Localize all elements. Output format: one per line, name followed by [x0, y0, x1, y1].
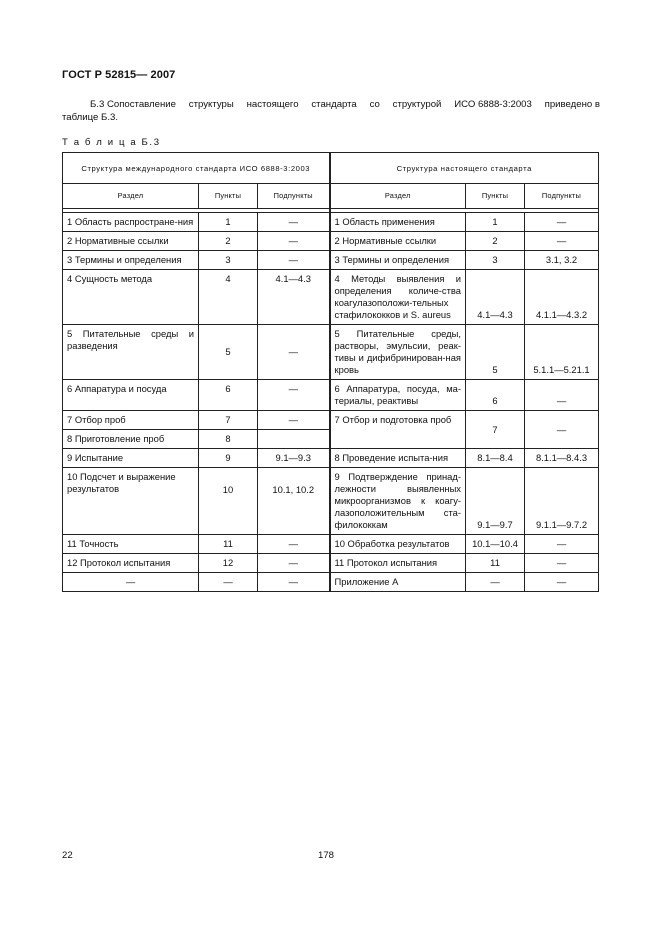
document-header: ГОСТ Р 52815— 2007: [62, 69, 176, 81]
nat-subclauses-cell: 4.1.1—4.3.2: [525, 270, 599, 325]
int-section-cell: 6 Аппаратура и посуда: [63, 380, 199, 411]
nat-section-cell: 9 Подтверждение принад-лежности выявленных микроорганизмов к коагу-лазоположительным ста-филококкам: [330, 468, 466, 535]
nat-section-cell: 3 Термины и определения: [330, 251, 466, 270]
int-section-cell: 4 Сущность метода: [63, 270, 199, 325]
nat-clauses-cell: 3: [466, 251, 525, 270]
group-header-national: Структура настоящего стандарта: [330, 153, 599, 184]
int-section-cell: 9 Испытание: [63, 449, 199, 468]
int-subclauses-cell: —: [258, 251, 330, 270]
col-header-int-section: Раздел: [63, 184, 199, 209]
int-subclauses-cell: [258, 430, 330, 449]
int-subclauses-cell: 9.1—9.3: [258, 449, 330, 468]
int-subclauses-cell: —: [258, 535, 330, 554]
nat-clauses-cell: 8.1—8.4: [466, 449, 525, 468]
table-row: [63, 449, 599, 468]
int-clauses-cell: 11: [199, 535, 258, 554]
int-section-cell: —: [63, 573, 199, 592]
int-clauses-cell: 1: [199, 213, 258, 232]
nat-subclauses-cell: 3.1, 3.2: [525, 251, 599, 270]
int-subclauses-cell: 10.1, 10.2: [258, 468, 330, 535]
table-row: [63, 468, 599, 535]
col-header-nat-clauses: Пункты: [466, 184, 525, 209]
int-subclauses-cell: —: [258, 325, 330, 380]
nat-subclauses-cell: —: [525, 573, 599, 592]
intro-paragraph: [62, 98, 600, 124]
intro-line-2: таблице Б.3.: [62, 112, 118, 123]
int-clauses-cell: 2: [199, 232, 258, 251]
int-clauses-cell: 4: [199, 270, 258, 325]
nat-section-cell: 1 Область применения: [330, 213, 466, 232]
nat-clauses-cell: 9.1—9.7: [466, 468, 525, 535]
int-section-cell: 12 Протокол испытания: [63, 554, 199, 573]
nat-subclauses-cell: —: [525, 213, 599, 232]
intro-line-1: [62, 98, 600, 111]
int-section-cell: 10 Подсчет и выражение результатов: [63, 468, 199, 535]
group-header-international: Структура международного стандарта ИСО 6888-3:2003: [63, 153, 330, 184]
int-subclauses-cell: —: [258, 554, 330, 573]
intro-word: структуры: [188, 99, 234, 110]
int-clauses-cell: 5: [199, 325, 258, 380]
int-section-cell: 7 Отбор проб: [63, 411, 199, 430]
col-header-int-subclauses: Подпункты: [258, 184, 330, 209]
nat-subclauses-cell: —: [525, 411, 599, 449]
nat-subclauses-cell: 9.1.1—9.7.2: [525, 468, 599, 535]
nat-subclauses-cell: 8.1.1—8.4.3: [525, 449, 599, 468]
nat-clauses-cell: 11: [466, 554, 525, 573]
col-header-nat-section: Раздел: [330, 184, 466, 209]
page-number-center: 178: [318, 850, 335, 861]
table-row: [63, 251, 599, 270]
table-caption: Т а б л и ц а Б.3: [62, 137, 161, 148]
table-row: [63, 270, 599, 325]
table-row: [63, 325, 599, 380]
int-clauses-cell: 10: [199, 468, 258, 535]
int-subclauses-cell: —: [258, 411, 330, 430]
table-row: [63, 535, 599, 554]
page-number-left: 22: [62, 850, 73, 861]
nat-clauses-cell: 10.1—10.4: [466, 535, 525, 554]
table-row: [63, 554, 599, 573]
nat-section-cell: 6 Аппаратура, посуда, ма-териалы, реактивы: [330, 380, 466, 411]
nat-section-cell: 5 Питательные среды, растворы, эмульсии, реак-тивы и дифибринирован-ная кровь: [330, 325, 466, 380]
col-header-int-clauses: Пункты: [199, 184, 258, 209]
intro-word: приведено в: [544, 99, 600, 110]
int-section-cell: 11 Точность: [63, 535, 199, 554]
nat-clauses-cell: —: [466, 573, 525, 592]
nat-section-cell: 10 Обработка результатов: [330, 535, 466, 554]
intro-word: Б.3 Сопоставление: [90, 99, 176, 110]
int-subclauses-cell: 4.1—4.3: [258, 270, 330, 325]
int-subclauses-cell: —: [258, 213, 330, 232]
nat-section-cell: 4 Методы выявления и определения количе-ства коагулазоположи-тельных стафилококков и S. aureus: [330, 270, 466, 325]
int-clauses-cell: —: [199, 573, 258, 592]
int-subclauses-cell: —: [258, 573, 330, 592]
int-subclauses-cell: —: [258, 232, 330, 251]
int-clauses-cell: 8: [199, 430, 258, 449]
comparison-table: [62, 152, 599, 592]
intro-word: ИСО 6888-3:2003: [454, 99, 532, 110]
int-section-cell: 8 Приготовление проб: [63, 430, 199, 449]
table-row: [63, 573, 599, 592]
col-header-nat-subclauses: Подпункты: [525, 184, 599, 209]
int-section-cell: 2 Нормативные ссылки: [63, 232, 199, 251]
nat-clauses-cell: 7: [466, 411, 525, 449]
nat-clauses-cell: 2: [466, 232, 525, 251]
table-row: [63, 411, 599, 430]
nat-clauses-cell: 1: [466, 213, 525, 232]
intro-word: структурой: [392, 99, 442, 110]
nat-subclauses-cell: —: [525, 380, 599, 411]
nat-clauses-cell: 6: [466, 380, 525, 411]
nat-clauses-cell: 5: [466, 325, 525, 380]
nat-subclauses-cell: 5.1.1—5.21.1: [525, 325, 599, 380]
nat-subclauses-cell: —: [525, 232, 599, 251]
nat-section-cell: Приложение А: [330, 573, 466, 592]
intro-word: стандарта: [311, 99, 357, 110]
int-clauses-cell: 12: [199, 554, 258, 573]
int-section-cell: 3 Термины и определения: [63, 251, 199, 270]
int-section-cell: 1 Область распростране-ния: [63, 213, 199, 232]
table-row: [63, 380, 599, 411]
nat-section-cell: 7 Отбор и подготовка проб: [330, 411, 466, 449]
int-subclauses-cell: —: [258, 380, 330, 411]
nat-section-cell: 11 Протокол испытания: [330, 554, 466, 573]
nat-section-cell: 2 Нормативные ссылки: [330, 232, 466, 251]
nat-section-cell: 8 Проведение испыта-ния: [330, 449, 466, 468]
table-row: [63, 232, 599, 251]
int-clauses-cell: 9: [199, 449, 258, 468]
int-clauses-cell: 3: [199, 251, 258, 270]
intro-word: со: [369, 99, 380, 110]
int-clauses-cell: 7: [199, 411, 258, 430]
nat-subclauses-cell: —: [525, 535, 599, 554]
nat-subclauses-cell: —: [525, 554, 599, 573]
table-row: [63, 213, 599, 232]
int-section-cell: 5 Питательные среды и разведения: [63, 325, 199, 380]
int-clauses-cell: 6: [199, 380, 258, 411]
intro-word: настоящего: [246, 99, 299, 110]
nat-clauses-cell: 4.1—4.3: [466, 270, 525, 325]
